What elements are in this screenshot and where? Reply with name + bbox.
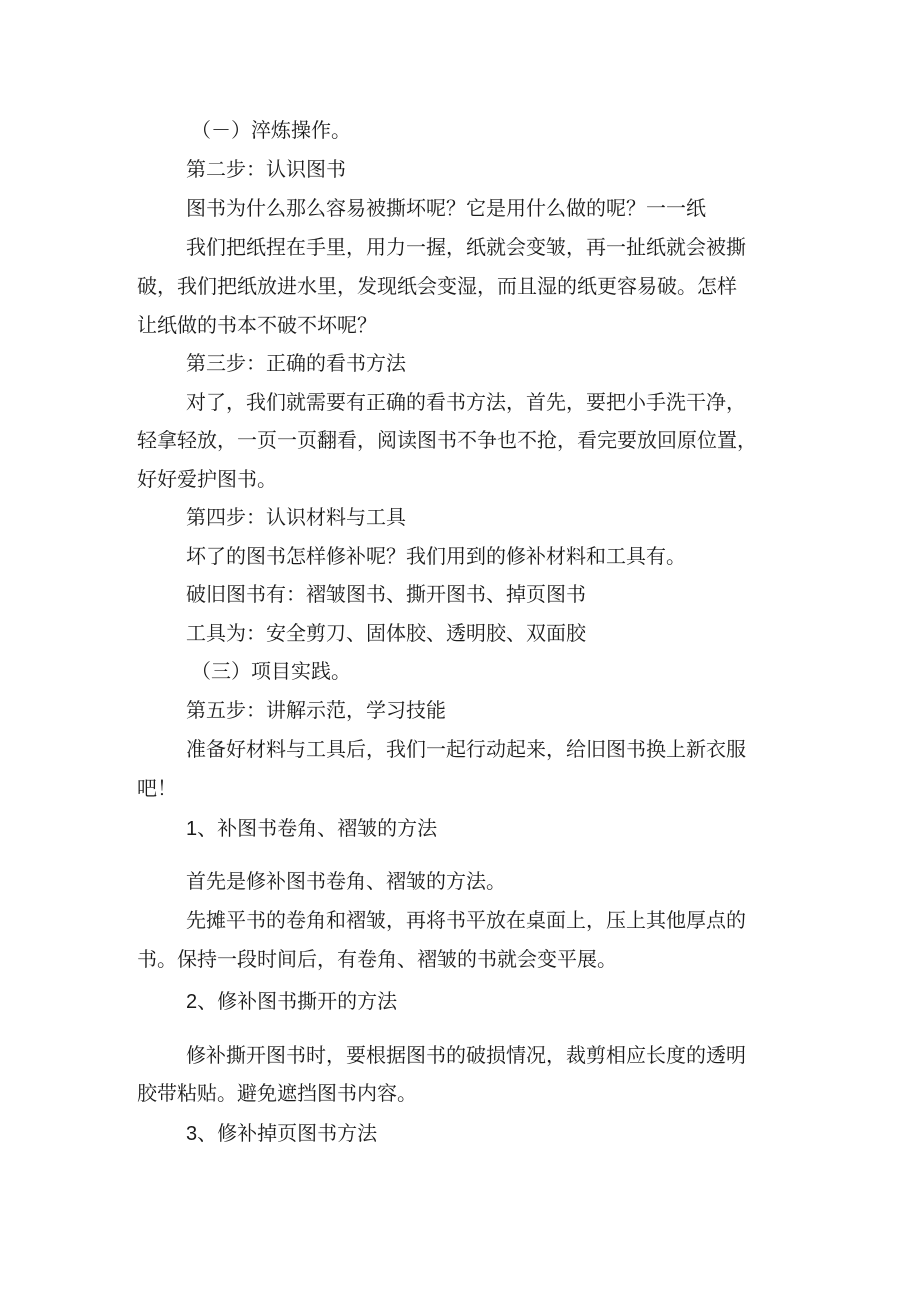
paragraph-line: 轻拿轻放，一页一页翻看，阅读图书不争也不抢，看完要放回原位置， (137, 428, 757, 452)
paragraph-line: 好好爱护图书。 (137, 467, 277, 491)
section-heading-3: （三）项目实践。 (191, 659, 351, 683)
paragraph-line: 坏了的图书怎样修补呢？我们用到的修补材料和工具有。 (186, 544, 686, 568)
paragraph-line: 先摊平书的卷角和褶皱，再将书平放在桌面上，压上其他厚点的 (186, 908, 746, 932)
step-5-heading: 第五步：讲解示范，学习技能 (186, 698, 446, 722)
paragraph-line: 图书为什么那么容易被撕坏呢？它是用什么做的呢？一一纸 (186, 196, 706, 220)
step-3-heading: 第三步：正确的看书方法 (186, 351, 406, 375)
section-heading-1: （－）淬炼操作。 (191, 118, 351, 142)
method-3-heading: 3、修补掉页图书方法 (186, 1123, 378, 1145)
paragraph-line: 吧！ (137, 776, 177, 800)
step-4-heading: 第四步：认识材料与工具 (186, 505, 406, 529)
paragraph-line: 对了，我们就需要有正确的看书方法，首先，要把小手洗干净， (186, 390, 746, 414)
paragraph-line: 我们把纸捏在手里，用力一握，纸就会变皱，再一扯纸就会被撕 (186, 235, 746, 259)
paragraph-line: 让纸做的书本不破不坏呢？ (137, 313, 377, 337)
paragraph-line: 准备好材料与工具后，我们一起行动起来，给旧图书换上新衣服 (186, 737, 746, 761)
paragraph-line: 破旧图书有：褶皱图书、撕开图书、掉页图书 (186, 582, 586, 606)
paragraph-line: 胶带粘贴。避免遮挡图书内容。 (137, 1081, 417, 1105)
paragraph-line: 工具为：安全剪刀、固体胶、透明胶、双面胶 (186, 621, 586, 645)
method-2-heading: 2、修补图书撕开的方法 (186, 991, 398, 1013)
paragraph-line: 首先是修补图书卷角、褶皱的方法。 (186, 869, 506, 893)
method-1-heading: 1、补图书卷角、褶皱的方法 (186, 818, 438, 840)
paragraph-line: 修补撕开图书时，要根据图书的破损情况，裁剪相应长度的透明 (186, 1043, 746, 1067)
paragraph-line: 破，我们把纸放进水里，发现纸会变湿，而且湿的纸更容易破。怎样 (137, 274, 737, 298)
paragraph-line: 书。保持一段时间后，有卷角、褶皱的书就会变平展。 (137, 947, 617, 971)
step-2-heading: 第二步：认识图书 (186, 157, 346, 181)
